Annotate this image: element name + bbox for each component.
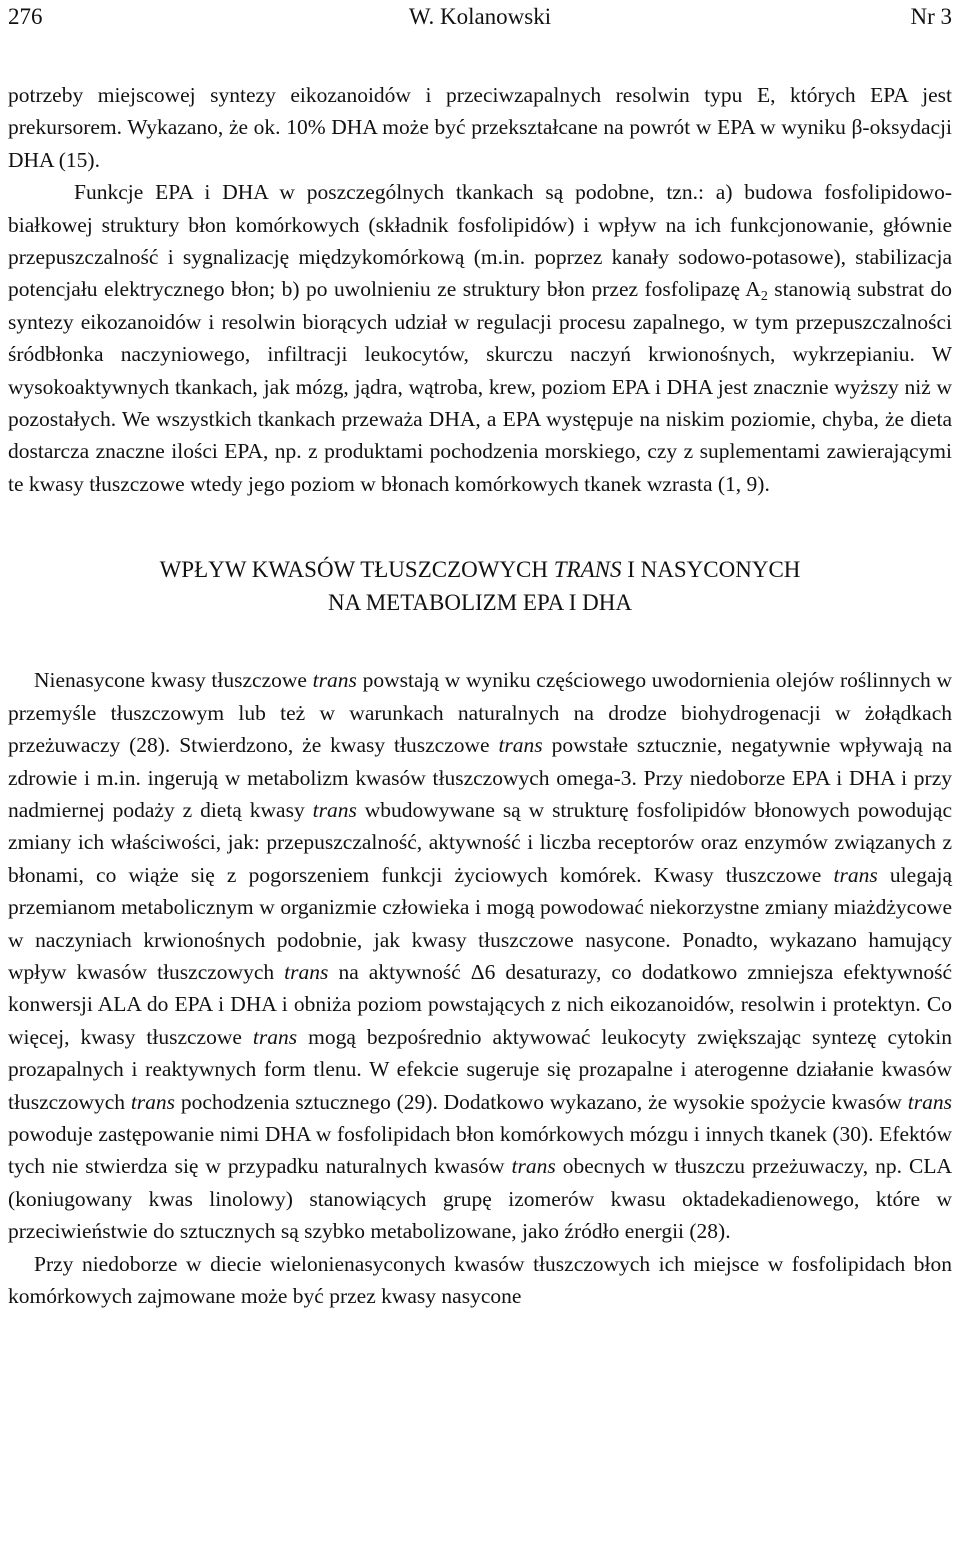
paragraph-text: Nienasycone kwasy tłuszczowe [34, 668, 313, 693]
paragraph-text: obecnych w tłuszczu przeżuwaczy, np. CLA (koniugowany kwas linolowy) stanowiących grupę izomerów kwasu oktadekadienowego, które w przeciwieństwie do sztucznych są szybko metabolizowane, jako źródło energii (28). [8, 1154, 952, 1244]
body-paragraph [8, 79, 952, 500]
heading-italic-text: TRANS [553, 557, 622, 583]
section-heading [8, 553, 952, 619]
paragraph-text: powstają w wyniku częściowego uwodornienia olejów roślinnych w przemyśle tłuszczowym lub też w warunkach naturalnych na drodze biohydrogenacji w żołądkach przeżuwaczy (28). Stwierdzono, że kwasy tłuszczowe [8, 668, 952, 758]
subscript: 2 [760, 289, 768, 305]
italic-term: trans [130, 1089, 176, 1114]
italic-term: trans [312, 668, 357, 693]
italic-term: trans [252, 1024, 298, 1049]
section-heading-line [8, 553, 952, 586]
italic-term: trans [907, 1089, 952, 1114]
paragraph-text: stanowią substrat do syntezy eikozanoidów i resolwin biorących udział w regulacji procesu zapalnego, w tym przepuszczalności śródbłonka naczyniowego, infiltracji leukocytów, skurczu naczyń krwionośnych, wykrzepianiu. W wysokoaktywnych tkankach, jak mózg, jądra, wątroba, krew, poziom EPA i DHA jest znacznie wyższy niż w pozostałych. We wszystkich tkankach przeważa DHA, a EPA występuje na niskim poziomie, chyba, że dieta dostarcza znaczne ilości EPA, np. z produktami pochodzenia morskiego, czy z suplementami zawierającymi te kwasy tłuszczowe wtedy jego poziom w błonach komórkowych tkanek wzrasta (1, 9). [8, 277, 953, 496]
italic-term: trans [511, 1154, 556, 1179]
running-header [8, 0, 952, 34]
paragraph-text: wbudowywane są w strukturę fosfolipidów błonowych powodując zmiany ich właściwości, jak: przepuszczalność, aktywność i liczba receptorów oraz enzymów związanych z błonami, co wiąże się z pogorszeniem funkcji życiowych komórek. Kwasy tłuszczowe [8, 797, 952, 887]
italic-term: trans [312, 797, 357, 822]
body-paragraph [8, 664, 952, 1247]
body-paragraph [8, 1248, 952, 1313]
page-number: 276 [8, 4, 43, 29]
journal-page [8, 0, 952, 1312]
paragraph-text: powoduje zastępowanie nimi DHA w fosfolipidach błon komórkowych mózgu i innych tkanek (30). Efektów tych nie stwierdza się w przypadku naturalnych kwasów [8, 1121, 952, 1179]
italic-term: trans [833, 862, 878, 887]
paragraph-text: Funkcje EPA i DHA w poszczególnych tkankach są podobne, tzn.: a) budowa fosfolipidowo-białkowej struktury błon komórkowych (składnik fosfolipidów) i wpływ na ich funkcjonowanie, głównie przepuszczalność i sygnalizację międzykomórkową (m.in. poprzez kanały sodowo-potasowe), stabilizacja potencjału elektrycznego błon; b) po uwolnieniu ze struktury błon przez fosfolipazę A [8, 180, 952, 302]
italic-term: trans [284, 959, 329, 984]
section-heading-line: NA METABOLIZM EPA I DHA [328, 590, 632, 616]
italic-term: trans [498, 733, 543, 758]
paragraph-text: ulegają przemianom metabolicznym w organizmie człowieka i mogą powodować niekorzystne zmiany miażdżycowe w naczyniach krwionośnych podobnie, jak kwasy tłuszczowe nasycone. Ponadto, wykazano hamujący wpływ kwasów tłuszczowych [8, 862, 953, 984]
running-author: W. Kolanowski [408, 4, 552, 29]
heading-text: WPŁYW KWASÓW TŁUSZCZOWYCH [159, 557, 554, 583]
heading-text: I NASYCONYCH [621, 557, 801, 583]
paragraph-text: powstałe sztucznie, negatywnie wpływają na zdrowie i m.in. ingerują w metabolizm kwasów tłuszczowych omega-3. Przy niedoborze EPA i DHA i przy nadmiernej podaży z dietą kwasy [8, 733, 952, 822]
issue-number: Nr 3 [910, 4, 952, 29]
paragraph-text: mogą bezpośrednio aktywować leukocyty zwiększając syntezę cytokin prozapalnych i reaktywnych form tlenu. W efekcie sugeruje się prozapalne i aterogenne działanie kwasów tłuszczowych [8, 1024, 952, 1114]
paragraph-text: na aktywność Δ6 desaturazy, co dodatkowo zmniejsza efektywność konwersji ALA do EPA i DHA i obniża poziom powstających z nich eikozanoidów, resolwin i protektyn. Co więcej, kwasy tłuszczowe [8, 959, 952, 1049]
paragraph-text: potrzeby miejscowej syntezy eikozanoidów i przeciwzapalnych resolwin typu E, których EPA jest prekursorem. Wykazano, że ok. 10% DHA może być przekształcane na powrót w EPA w wyniku β-oksydacji DHA (15). [8, 83, 952, 172]
paragraph-text: Przy niedoborze w diecie wielonienasyconych kwasów tłuszczowych ich miejsce w fosfolipidach błon komórkowych zajmowane może być przez kwasy nasycone [8, 1251, 952, 1308]
paragraph-text: pochodzenia sztucznego (29). Dodatkowo wykazano, że wysokie spożycie kwasów [175, 1089, 908, 1114]
